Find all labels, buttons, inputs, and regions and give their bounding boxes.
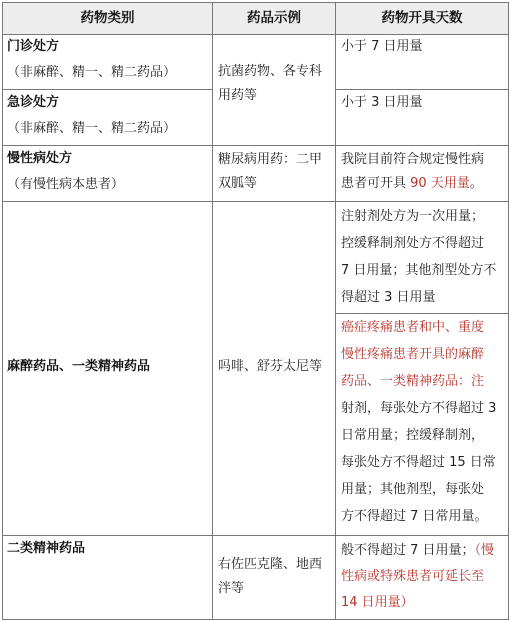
row-divider: [2, 535, 509, 536]
table-border-left: [2, 2, 3, 620]
column-divider: [212, 2, 213, 620]
limit-text: 小于 3 日用量: [341, 95, 423, 110]
category-note: （有慢性病本患者）: [7, 177, 125, 192]
highlight-text: 90 天用量: [410, 176, 470, 191]
column-header: 药物开具天数: [381, 10, 463, 26]
table-border-bottom: [2, 619, 509, 620]
row-divider: [2, 145, 509, 146]
category-label: 急诊处方: [7, 95, 60, 110]
column-header: 药物类别: [80, 10, 135, 26]
limit-text: 注射剂处方为一次用量； 控缓释制剂处方不得超过 7 日用量；其他剂型处方不 得超过 3 日用量: [341, 209, 497, 305]
example-text: 吗啡、舒芬太尼等: [218, 359, 323, 374]
example-text: 糖尿病用药：二甲 双胍等: [218, 152, 323, 191]
table-border-top: [2, 2, 509, 3]
row-divider: [336, 89, 509, 90]
table-border-right: [508, 2, 509, 620]
category-label: 二类精神药品: [7, 541, 86, 556]
limit-text: 般不得超过 7 日用量；（慢 性病或特殊患者可延长至 14 日用量）: [341, 543, 495, 610]
category-note: （非麻醉、精一、精二药品）: [7, 121, 177, 136]
header-divider: [2, 34, 509, 35]
limit-text: 我院目前符合规定慢性病 患者可开具 90 天用量。: [341, 152, 485, 191]
row-divider: [2, 89, 212, 90]
column-header: 药品示例: [247, 10, 301, 26]
example-text: 右佐匹克隆、地西 泮等: [218, 557, 323, 596]
category-label: 慢性病处方: [7, 151, 73, 166]
category-note: （非麻醉、精一、精二药品）: [7, 65, 177, 80]
category-label: 麻醉药品、一类精神药品: [7, 359, 151, 374]
special-limit-text: 癌症疼痛患者和中、重度 慢性疼痛患者开具的麻醉 药品、一类精神药品：注 射剂，每张处方不得超过 3 日常用量；控缓释制剂， 每张处方不得超过 15 日常 用量；其他剂型，每张处 方不得超过 7 日常用量。: [341, 320, 497, 524]
example-text: 抗菌药物、各专科 用药等: [218, 64, 323, 103]
limit-text: 小于 7 日用量: [341, 39, 423, 54]
column-divider: [335, 2, 336, 620]
row-divider: [2, 201, 509, 202]
category-label: 门诊处方: [7, 39, 60, 54]
